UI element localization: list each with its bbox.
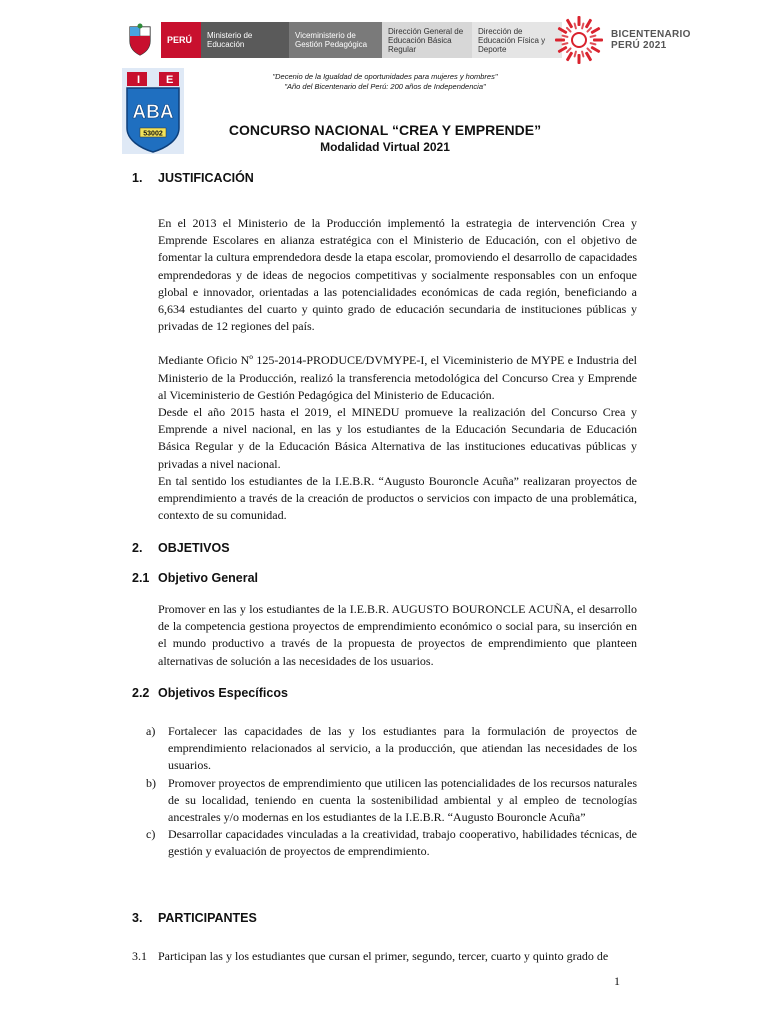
heading-text: Objetivo General: [158, 571, 259, 585]
heading-objetivos: [132, 541, 230, 555]
heading-objetivo-general: [132, 571, 258, 585]
page-number: 1: [614, 974, 620, 988]
logo-school-name: ABA: [132, 102, 174, 123]
direccion-general-label: Dirección General de Educación Básica Regular: [382, 22, 472, 58]
heading-objetivos-especificos: [132, 686, 288, 700]
document-subtitle: Modalidad Virtual 2021: [320, 140, 450, 154]
list-item-text: Promover proyectos de emprendimiento que utilicen las potencialidades de los recursos naturales de su localidad, teniendo en cuenta la sostenibilidad ambiental y al empleo de tecnologías ancestrales y/o modernas en los estudiantes de la I.E.B.R. “Augusto Bouroncle Acuña”: [168, 775, 637, 825]
bicentenario-sun-icon: [553, 14, 605, 66]
participantes-item: [132, 948, 638, 965]
logo-school-code: 53002: [143, 130, 163, 138]
bicentenario-logo: [553, 14, 691, 66]
heading-participantes: [132, 911, 257, 925]
justificacion-body: [158, 215, 637, 524]
bicentenario-subtitle: PERÚ 2021: [611, 40, 667, 51]
heading-text: Objetivos Específicos: [158, 686, 288, 700]
heading-text: OBJETIVOS: [158, 541, 230, 555]
direccion-educacion-label: Dirección de Educación Física y Deporte: [472, 22, 562, 58]
objetivos-especificos-list: [146, 723, 637, 861]
peru-label: PERÚ: [161, 22, 201, 58]
heading-number: 2.2: [132, 686, 150, 700]
objetivo-general-body: [158, 601, 637, 670]
participantes-text: Participan las y los estudiantes que cursan el primer, segundo, tercer, cuarto y quinto grado de: [158, 949, 609, 963]
heading-number: 2.: [132, 541, 143, 555]
list-marker: c): [146, 827, 156, 842]
heading-text: JUSTIFICACIÓN: [158, 171, 254, 185]
ministerio-label: Ministerio de Educación: [201, 22, 289, 58]
heading-number: 1.: [132, 171, 143, 185]
list-marker: 3.1: [132, 949, 147, 963]
heading-justificacion: [132, 171, 254, 185]
logo-ie-right: E: [166, 74, 174, 86]
government-header: [125, 22, 562, 60]
logo-ie-left: I: [137, 74, 141, 86]
paragraph: Desde el año 2015 hasta el 2019, el MINEDU promueve la realización del Concurso Crea y Emprende a nivel nacional, en las y los estudiantes de la Educación Secundaria de Educación Básica Regular y de la Educación Básica Alternativa de las instituciones educativas públicas y privadas a nivel nacional.: [158, 405, 637, 471]
list-item-text: Desarrollar capacidades vinculadas a la creatividad, trabajo cooperativo, habilidades técnicas, de gestión y evaluación de proyectos de emprendimiento.: [168, 827, 637, 859]
bicentenario-title: BICENTENARIO: [611, 29, 691, 40]
school-logo: [122, 68, 184, 154]
paragraph: Promover en las y los estudiantes de la I.E.B.R. AUGUSTO BOURONCLE ACUÑA, el desarrollo de la competencia gestiona proyectos de emprendimiento económico o social para, su inserción en el mundo productivo a través de la propuesta de proyectos de emprendimiento que planteen alternativas de solución a las necesidades de los usuarios.: [158, 602, 637, 668]
heading-text: PARTICIPANTES: [158, 911, 257, 925]
decenio-line-2: "Año del Bicentenario del Perú: 200 años de Independencia": [284, 82, 486, 91]
list-item: [146, 826, 637, 860]
decenio-text: [200, 72, 570, 92]
document-title: CONCURSO NACIONAL “CREA Y EMPRENDE”: [228, 122, 542, 138]
heading-number: 2.1: [132, 571, 150, 585]
peru-coat-of-arms-icon: [125, 22, 155, 58]
paragraph: Mediante Oficio Nº 125-2014-PRODUCE/DVMYPE-I, el Viceministerio de MYPE e Industria del Ministerio de la Producción, realizó la transferencia metodológica del Concurso Crea y Emprende al Viceministerio de Gestión Pedagógica del Ministerio de Educación.: [158, 353, 637, 402]
list-item: [146, 775, 637, 827]
list-item-text: Fortalecer las capacidades de las y los estudiantes para la formulación de proyectos de emprendimiento relacionados al servicio, a la producción, que atiendan las necesidades de los usuarios.: [168, 724, 637, 773]
decenio-line-1: "Decenio de la Igualdad de oportunidades para mujeres y hombres": [272, 72, 498, 81]
viceministerio-label: Viceministerio de Gestión Pedagógica: [289, 22, 382, 58]
list-marker: a): [146, 724, 156, 738]
heading-number: 3.: [132, 911, 143, 925]
paragraph: En el 2013 el Ministerio de la Producción implementó la estrategia de intervención Crea y Emprende Escolares en alianza estratégica con el Ministerio de Educación, con el objetivo de fomentar la cultura emprendedora desde la etapa escolar, promoviendo el desarrollo de capacidades emprendedoras y de ideas de negocios competitivas y socialmente responsables con un enfoque global e innovador, orientadas a las potencialidades económicas de cada región, beneficiando a 6,634 estudiantes del cuarto y quinto grado de educación secundaria de instituciones públicas y privadas de 12 regiones del país.: [158, 216, 637, 334]
list-marker: b): [146, 775, 156, 790]
paragraph: En tal sentido los estudiantes de la I.E.B.R. “Augusto Bouroncle Acuña” realizaran proyectos de emprendimiento a través de la creación de productos o servicios con impacto de una problemática, contexto de su comunidad.: [158, 473, 637, 523]
list-item: [146, 723, 637, 775]
